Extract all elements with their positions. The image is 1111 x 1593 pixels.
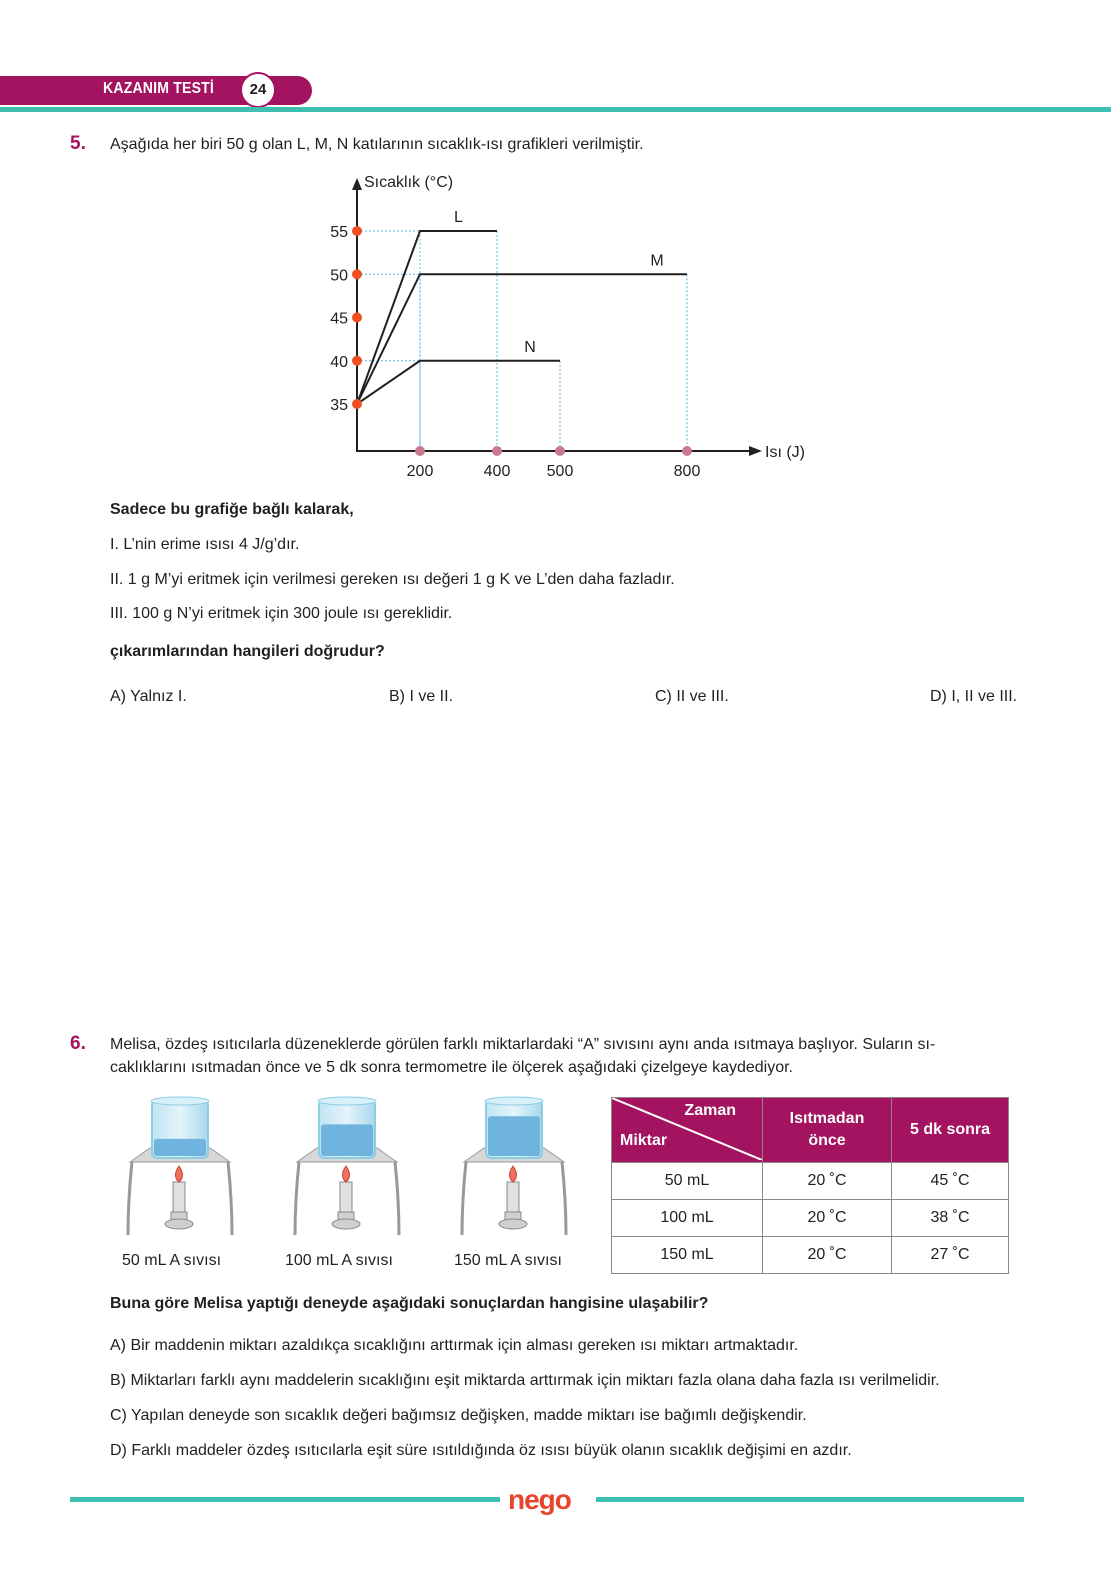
header-before-line1: Isıtmadan — [789, 1110, 865, 1127]
beaker-rim — [318, 1097, 376, 1105]
cell-after: 38 ˚C — [892, 1200, 1009, 1237]
statement-1: I. L’nin erime ısısı 4 J/g’dır. — [110, 536, 300, 553]
x-tick-marker — [682, 446, 692, 456]
burner-tube — [340, 1182, 352, 1212]
q5-option-c[interactable]: C) II ve III. — [655, 688, 729, 705]
y-tick-label: 40 — [330, 353, 348, 371]
flame-icon — [176, 1166, 183, 1182]
beaker-rim — [151, 1097, 209, 1105]
table-header-row — [612, 1098, 1009, 1163]
burner-tube — [507, 1182, 519, 1212]
tripod-leg — [462, 1162, 466, 1235]
flame-icon — [343, 1166, 350, 1182]
cell-before: 20 ˚C — [763, 1200, 892, 1237]
question-6-number: 6. — [70, 1033, 86, 1054]
cell-after: 27 ˚C — [892, 1237, 1009, 1274]
chart-guides — [357, 231, 687, 451]
x-tick-label: 800 — [673, 463, 701, 480]
header-title: KAZANIM TESTİ — [103, 80, 215, 97]
q6-option-c[interactable]: C) Yapılan deneyde son sıcaklık değeri bağımsız değişken, madde miktarı ise bağımlı değişkendir. — [110, 1407, 807, 1424]
beaker-rim — [485, 1097, 543, 1105]
flame-icon — [510, 1166, 517, 1182]
liquid-level — [154, 1139, 206, 1156]
chart-ticks — [330, 224, 700, 480]
question-6-question: Buna göre Melisa yaptığı deneyde aşağıdaki sonuçlardan hangisine ulaşabilir? — [110, 1295, 709, 1312]
series-line-N — [357, 361, 560, 404]
temperature-table — [611, 1097, 1009, 1274]
heating-setup — [462, 1097, 566, 1235]
x-tick-marker — [415, 446, 425, 456]
q5-option-b[interactable]: B) I ve II. — [389, 688, 454, 705]
footer-divider-right — [596, 1497, 1024, 1502]
burner-tube — [173, 1182, 185, 1212]
corner-label-miktar: Miktar — [620, 1132, 668, 1149]
y-tick-marker — [352, 356, 362, 366]
setup-label-100ml: 100 mL A sıvısı — [285, 1252, 393, 1269]
tripod-leg — [128, 1162, 132, 1235]
setup-label-50ml: 50 mL A sıvısı — [122, 1252, 222, 1269]
question-6-stem-line-1: Melisa, özdeş ısıtıcılarla düzeneklerde görülen farklı miktarlardaki “A” sıvısını aynı anda ısıtmaya başlıyor. Suların sı- — [110, 1036, 936, 1053]
q6-option-a[interactable]: A) Bir maddenin miktarı azaldıkça sıcaklığını arttırmak için alması gereken ısı miktarı artmaktadır. — [110, 1337, 799, 1354]
y-tick-marker — [352, 269, 362, 279]
y-axis-arrow-icon — [352, 178, 362, 190]
y-tick-marker — [352, 399, 362, 409]
x-tick-label: 500 — [546, 463, 574, 480]
tripod-leg — [295, 1162, 299, 1235]
cell-after: 45 ˚C — [892, 1163, 1009, 1200]
series-label-M: M — [650, 252, 664, 270]
question-5-stem: Aşağıda her biri 50 g olan L, M, N katılarının sıcaklık-ısı grafikleri verilmiştir. — [110, 136, 644, 153]
series-label-N: N — [524, 338, 536, 356]
question-5-number: 5. — [70, 133, 86, 154]
cell-before: 20 ˚C — [763, 1163, 892, 1200]
question-5-prompt: Sadece bu grafiğe bağlı kalarak, — [110, 501, 354, 518]
chart-lines — [357, 231, 687, 404]
corner-label-zaman: Zaman — [684, 1102, 736, 1119]
heating-setup — [128, 1097, 232, 1235]
heating-setups — [110, 1090, 590, 1240]
burner-base — [499, 1219, 527, 1229]
tripod-leg — [228, 1162, 232, 1235]
cell-amount: 100 mL — [612, 1200, 763, 1237]
liquid-level — [488, 1116, 540, 1156]
y-tick-label: 35 — [330, 397, 348, 414]
statement-2: II. 1 g M’yi eritmek için verilmesi gereken ısı değeri 1 g K ve L’den daha fazladır. — [110, 571, 675, 588]
q5-option-a[interactable]: A) Yalnız I. — [110, 688, 187, 705]
footer-divider-left — [70, 1497, 500, 1502]
y-tick-label: 45 — [330, 310, 348, 328]
tripod-leg — [562, 1162, 566, 1235]
question-6-stem-line-2: caklıklarını ısıtmadan önce ve 5 dk sonra termometre ile ölçerek aşağıdaki çizelgeye kaydediyor. — [110, 1059, 793, 1076]
y-tick-label: 55 — [330, 224, 348, 241]
series-line-M — [357, 274, 687, 404]
x-axis-arrow-icon — [749, 446, 762, 456]
q6-option-d[interactable]: D) Farklı maddeler özdeş ısıtıcılarla eşit süre ısıtıldığında öz ısısı büyük olanın sıcaklık değişimi en azdır. — [110, 1442, 852, 1459]
y-tick-label: 50 — [330, 267, 348, 285]
header-before-line2: önce — [808, 1132, 846, 1149]
x-tick-label: 200 — [406, 463, 434, 480]
cell-amount: 50 mL — [612, 1163, 763, 1200]
liquid-level — [321, 1124, 373, 1156]
table-header-after: 5 dk sonra — [892, 1098, 1009, 1163]
heating-setup — [295, 1097, 399, 1235]
cell-before: 20 ˚C — [763, 1237, 892, 1274]
burner-base — [332, 1219, 360, 1229]
q5-option-d[interactable]: D) I, II ve III. — [930, 688, 1018, 705]
temperature-heat-chart — [0, 0, 1111, 500]
series-line-L — [357, 231, 497, 404]
table-header-before — [763, 1098, 892, 1163]
tripod-leg — [395, 1162, 399, 1235]
q6-option-b[interactable]: B) Miktarları farklı aynı maddelerin sıcaklığını eşit miktarda arttırmak için miktarı fazla olana daha fazla ısı verilmelidir. — [110, 1372, 940, 1389]
table-row — [612, 1200, 1009, 1237]
table-row — [612, 1237, 1009, 1274]
statement-3: III. 100 g N’yi eritmek için 300 joule ısı gereklidir. — [110, 605, 453, 622]
x-tick-label: 400 — [483, 463, 511, 480]
setup-label-150ml: 150 mL A sıvısı — [454, 1252, 562, 1269]
cell-amount: 150 mL — [612, 1237, 763, 1274]
x-tick-marker — [492, 446, 502, 456]
y-tick-marker — [352, 226, 362, 236]
x-tick-marker — [555, 446, 565, 456]
series-label-L: L — [454, 209, 463, 226]
burner-base — [165, 1219, 193, 1229]
publisher-logo: nego — [508, 1484, 571, 1515]
y-tick-marker — [352, 313, 362, 323]
table-row — [612, 1163, 1009, 1200]
question-5-question: çıkarımlarından hangileri doğrudur? — [110, 643, 385, 660]
page-number-badge: 24 — [240, 72, 276, 108]
y-axis-label: Sıcaklık (°C) — [364, 174, 454, 191]
x-axis-label: Isı (J) — [765, 444, 805, 461]
table-corner-header — [612, 1098, 763, 1163]
